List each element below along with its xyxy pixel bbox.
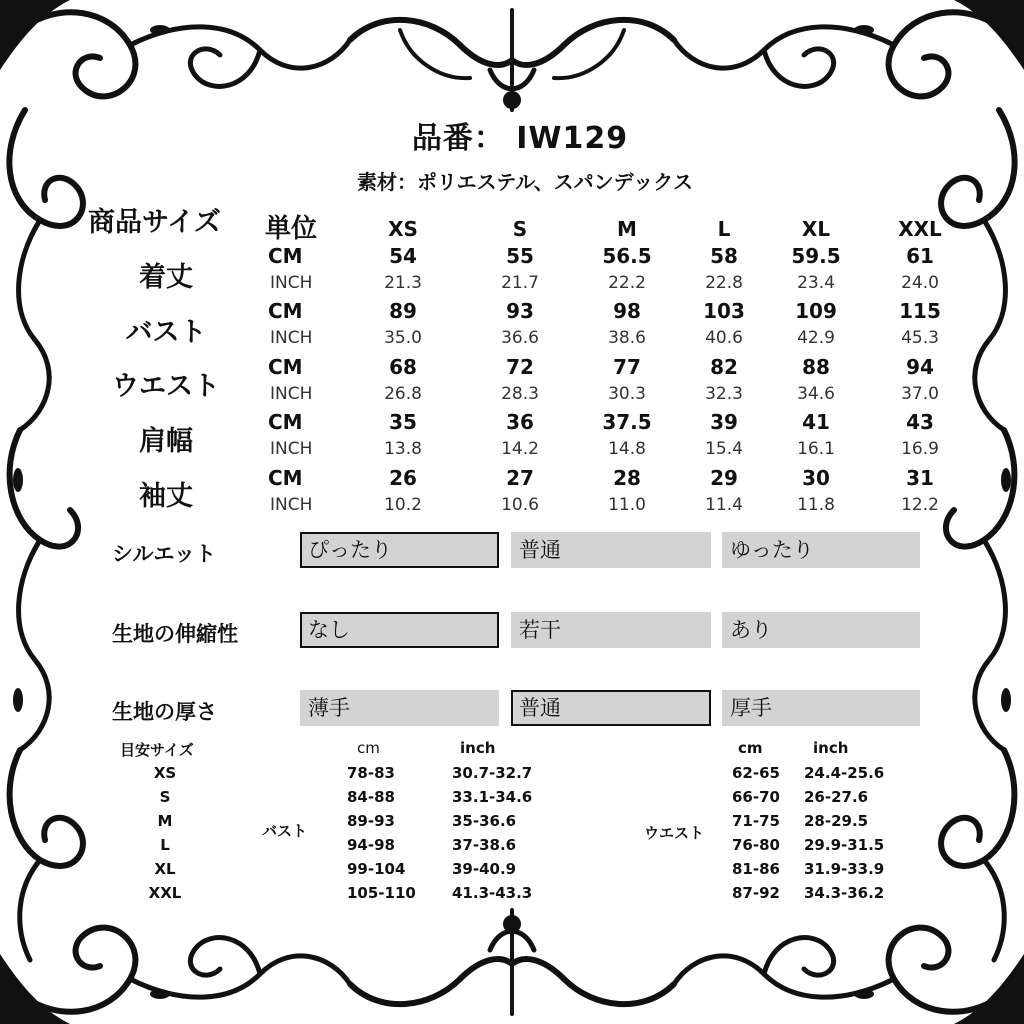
cm-value: 55 (506, 244, 534, 268)
waist-inch-range: 28-29.5 (804, 812, 869, 830)
inch-value: 45.3 (901, 328, 939, 348)
waist-cm-range: 76-80 (732, 836, 780, 854)
attribute-option: 薄手 (300, 690, 499, 726)
inch-value: 32.3 (705, 384, 743, 404)
cm-value: 88 (802, 355, 830, 379)
unit-inch: INCH (270, 328, 313, 348)
cm-value: 39 (710, 410, 738, 434)
cm-value: 72 (506, 355, 534, 379)
unit-header: 単位 (265, 214, 318, 244)
bust-cm-range: 84-88 (347, 788, 395, 806)
waist-inch-range: 31.9-33.9 (804, 860, 885, 878)
inch-value: 21.3 (384, 273, 422, 293)
cm-value: 35 (389, 410, 417, 434)
guide-size: XXL (148, 884, 182, 902)
attribute-option: 普通 (511, 690, 711, 726)
measurement-label: 肩幅 (139, 426, 193, 457)
inch-value: 11.4 (705, 495, 743, 515)
inch-value: 11.8 (797, 495, 835, 515)
cm-value: 28 (613, 466, 641, 490)
guide-size: S (159, 788, 171, 806)
size-guide-title: 目安サイズ (120, 741, 194, 759)
bust-inch-header: inch (460, 739, 496, 757)
inch-value: 15.4 (705, 439, 743, 459)
attribute-option: 厚手 (722, 690, 920, 726)
waist-inch-range: 26-27.6 (804, 788, 869, 806)
inch-value: 34.6 (797, 384, 835, 404)
bust-inch-range: 33.1-34.6 (452, 788, 533, 806)
waist-inch-range: 34.3-36.2 (804, 884, 885, 902)
unit-cm: CM (268, 244, 303, 268)
bust-label: バスト (262, 822, 308, 840)
unit-inch: INCH (270, 273, 313, 293)
cm-value: 103 (703, 299, 745, 323)
unit-inch: INCH (270, 495, 313, 515)
inch-value: 36.6 (501, 328, 539, 348)
cm-value: 93 (506, 299, 534, 323)
cm-value: 68 (389, 355, 417, 379)
inch-value: 40.6 (705, 328, 743, 348)
measurement-label: バスト (125, 317, 207, 348)
cm-value: 94 (906, 355, 934, 379)
inch-value: 23.4 (797, 273, 835, 293)
bust-inch-range: 37-38.6 (452, 836, 517, 854)
size-column-header: XXL (898, 217, 942, 241)
inch-value: 22.8 (705, 273, 743, 293)
inch-value: 14.8 (608, 439, 646, 459)
waist-inch-range: 29.9-31.5 (804, 836, 885, 854)
size-column-header: L (717, 217, 731, 241)
inch-value: 42.9 (797, 328, 835, 348)
cm-value: 26 (389, 466, 417, 490)
inch-value: 26.8 (384, 384, 422, 404)
cm-value: 58 (710, 244, 738, 268)
cm-value: 59.5 (791, 244, 841, 268)
measurement-label: 着丈 (139, 262, 193, 293)
inch-value: 10.6 (501, 495, 539, 515)
inch-value: 10.2 (384, 495, 422, 515)
bust-cm-range: 89-93 (347, 812, 395, 830)
attribute-label: シルエット (112, 542, 217, 566)
inch-value: 35.0 (384, 328, 422, 348)
inch-value: 37.0 (901, 384, 939, 404)
inch-value: 21.7 (501, 273, 539, 293)
attribute-label: 生地の厚さ (112, 700, 217, 724)
cm-value: 37.5 (602, 410, 652, 434)
size-column-header: M (617, 217, 637, 241)
cm-value: 77 (613, 355, 641, 379)
unit-inch: INCH (270, 439, 313, 459)
measurement-label: ウエスト (112, 371, 220, 402)
inch-value: 12.2 (901, 495, 939, 515)
inch-value: 24.0 (901, 273, 939, 293)
waist-inch-range: 24.4-25.6 (804, 764, 885, 782)
unit-cm: CM (268, 466, 303, 490)
cm-value: 29 (710, 466, 738, 490)
bust-inch-range: 41.3-43.3 (452, 884, 533, 902)
cm-value: 43 (906, 410, 934, 434)
inch-value: 30.3 (608, 384, 646, 404)
attribute-option: あり (722, 612, 920, 648)
waist-cm-range: 81-86 (732, 860, 780, 878)
size-column-header: XL (801, 217, 831, 241)
inch-value: 28.3 (501, 384, 539, 404)
cm-value: 56.5 (602, 244, 652, 268)
bust-inch-range: 30.7-32.7 (452, 764, 533, 782)
cm-value: 109 (795, 299, 837, 323)
unit-inch: INCH (270, 384, 313, 404)
attribute-label: 生地の伸縮性 (112, 622, 238, 646)
waist-cm-range: 66-70 (732, 788, 780, 806)
unit-cm: CM (268, 355, 303, 379)
cm-value: 36 (506, 410, 534, 434)
waist-label: ウエスト (644, 824, 705, 842)
size-table-header: 商品サイズ (88, 207, 221, 238)
waist-cm-range: 87-92 (732, 884, 780, 902)
guide-size: XS (153, 764, 177, 782)
product-number-title: 品番： IW129 (411, 121, 629, 156)
waist-inch-header: inch (813, 739, 849, 757)
cm-value: 27 (506, 466, 534, 490)
material-text: 素材：ポリエステル、スパンデックス (357, 170, 693, 194)
bust-cm-range: 105-110 (347, 884, 416, 902)
attribute-option: 若干 (511, 612, 711, 648)
inch-value: 16.1 (797, 439, 835, 459)
bust-cm-range: 78-83 (347, 764, 395, 782)
attribute-option: ぴったり (300, 532, 499, 568)
measurement-label: 袖丈 (139, 481, 193, 512)
waist-cm-range: 62-65 (732, 764, 780, 782)
unit-cm: CM (268, 410, 303, 434)
waist-cm-header: cm (738, 739, 763, 757)
cm-value: 30 (802, 466, 830, 490)
guide-size: L (160, 836, 170, 854)
bust-cm-range: 94-98 (347, 836, 395, 854)
cm-value: 82 (710, 355, 738, 379)
inch-value: 38.6 (608, 328, 646, 348)
attribute-option: なし (300, 612, 499, 648)
inch-value: 13.8 (384, 439, 422, 459)
cm-value: 54 (389, 244, 417, 268)
cm-value: 41 (802, 410, 830, 434)
cm-value: 31 (906, 466, 934, 490)
size-column-header: XS (388, 217, 418, 241)
guide-size: M (157, 812, 173, 830)
cm-value: 98 (613, 299, 641, 323)
guide-size: XL (154, 860, 176, 878)
cm-value: 89 (389, 299, 417, 323)
inch-value: 22.2 (608, 273, 646, 293)
bust-inch-range: 39-40.9 (452, 860, 517, 878)
inch-value: 14.2 (501, 439, 539, 459)
attribute-option: 普通 (511, 532, 711, 568)
attribute-option: ゆったり (722, 532, 920, 568)
bust-cm-range: 99-104 (347, 860, 406, 878)
waist-cm-range: 71-75 (732, 812, 780, 830)
inch-value: 11.0 (608, 495, 646, 515)
bust-cm-header: cm (357, 739, 380, 757)
cm-value: 61 (906, 244, 934, 268)
cm-value: 115 (899, 299, 941, 323)
bust-inch-range: 35-36.6 (452, 812, 517, 830)
inch-value: 16.9 (901, 439, 939, 459)
unit-cm: CM (268, 299, 303, 323)
size-column-header: S (512, 217, 528, 241)
